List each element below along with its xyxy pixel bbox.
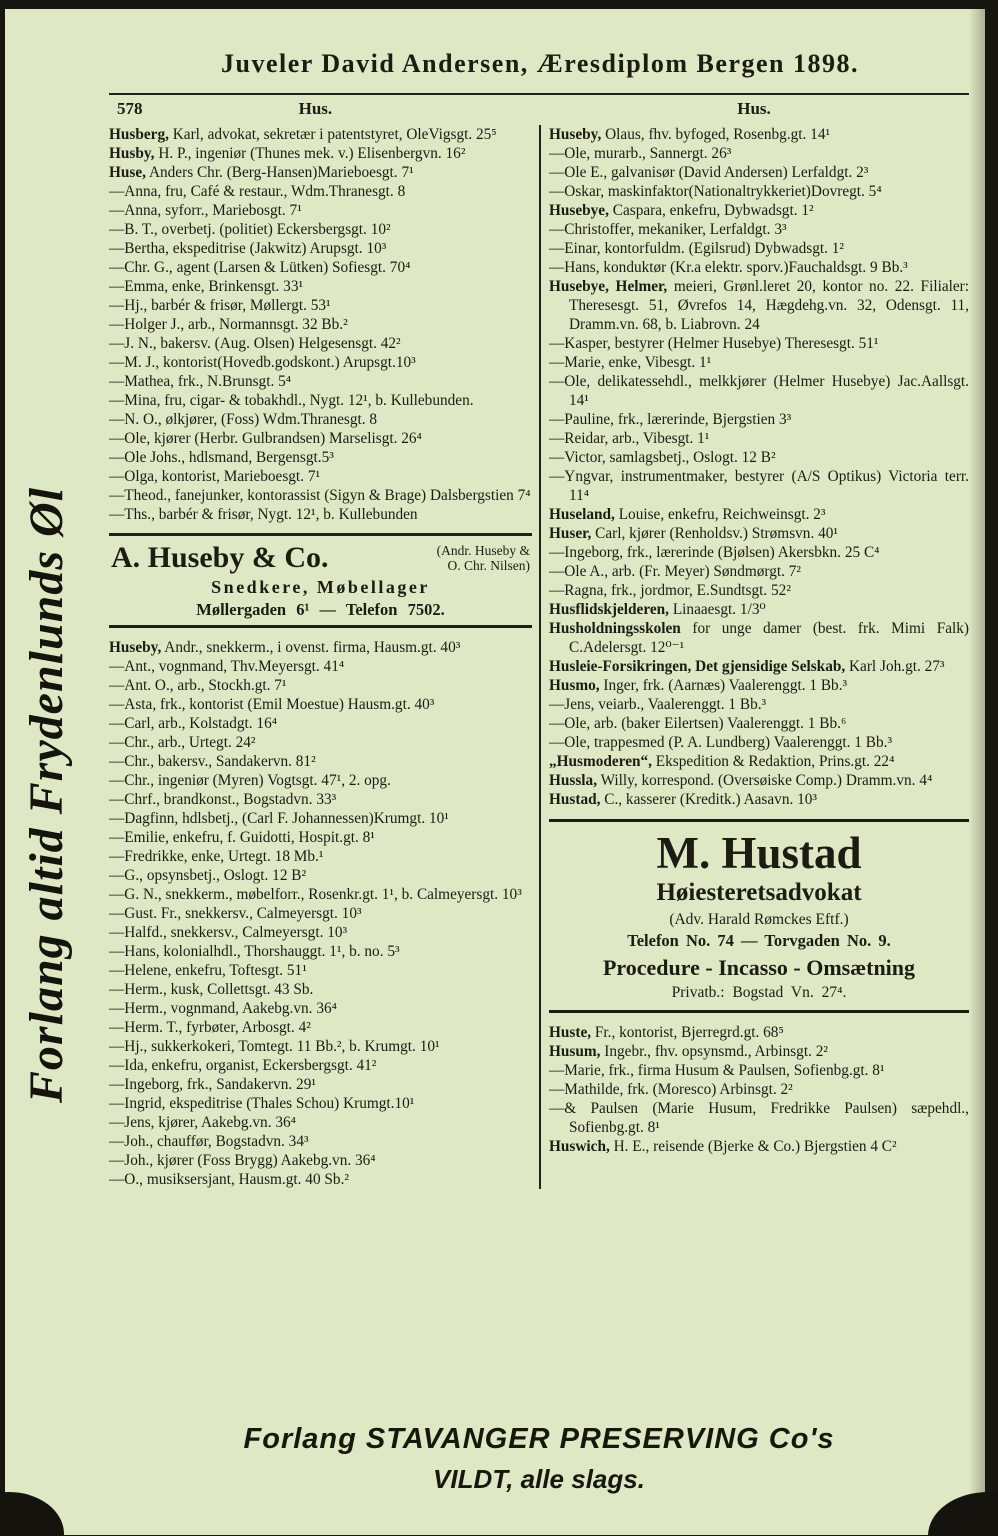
hustad-ad-private-address: Privatb.: Bogstad Vn. 27⁴. [671,984,847,1002]
directory-entry: Husmo, Inger, frk. (Aarnæs) Vaalerenggt. 1 Bb.³ [549,677,848,694]
footer-advert-line1: Forlang STAVANGER PRESERVING Co's [243,1423,835,1455]
hustad-ad-name: M. Hustad [656,828,862,878]
right-column [539,125,969,1189]
directory-entry: —Chr., arb., Urtegt. 24² [109,734,256,751]
directory-entry: —Halfd., snekkersv., Calmeyersgt. 10³ [109,924,348,941]
directory-entry: —Joh., kjører (Foss Brygg) Aakebg.vn. 36⁴ [109,1152,376,1169]
right-entries-bottom [549,1023,969,1156]
directory-entry: Huswich, H. E., reisende (Bjerke & Co.) Bjergstien 4 C² [549,1138,897,1156]
hustad-ad-telephone: Telefon No. 74 — Torvgaden No. 9. [627,931,891,951]
directory-entry: —Olga, kontorist, Marieboesgt. 7¹ [109,468,321,485]
directory-entry: —Ole E., galvanisør (David Andersen) Lerfaldgt. 2³ [549,164,869,181]
directory-entry: —Joh., chauffør, Bogstadvn. 34³ [109,1133,309,1150]
directory-entry: —Kasper, bestyrer (Helmer Husebye) Theresesgt. 51¹ [549,335,879,352]
directory-entry: —Ingeborg, frk., Sandakervn. 29¹ [109,1076,316,1093]
directory-entry: —Asta, frk., kontorist (Emil Moestue) Hausm.gt. 40³ [109,696,435,713]
hustad-ad-services: Procedure - Incasso - Omsætning [602,955,916,981]
directory-entry: —Herm., kusk, Collettsgt. 43 Sb. [109,981,314,998]
left-entries-top [109,125,532,524]
column-header-right: Hus. [737,99,771,118]
directory-entry: Husby, H. P., ingeniør (Thunes mek. v.) Elisenbergvn. 16² [109,145,466,162]
footer-advert [109,1423,969,1495]
huseby-ad-partners-line1: (Andr. Huseby & [436,543,530,558]
directory-entry: Hussla, Willy, korrespond. (Oversøiske Comp.) Dramm.vn. 4⁴ [549,772,933,789]
margin-advert-vertical-text: Forlang altid Frydenlunds Øl [20,486,73,1104]
directory-entry: —Ingrid, ekspeditrise (Thales Schou) Krumgt.10¹ [109,1095,415,1112]
directory-entry: —Hj., barbér & frisør, Møllergt. 53¹ [109,297,331,314]
directory-entry: —Holger J., arb., Normannsgt. 32 Bb.² [109,316,348,333]
huseby-ad-trade: Snedkere, Møbellager [211,577,430,597]
directory-entry: „Husmoderen“, Ekspedition & Redaktion, Prins.gt. 22⁴ [549,753,895,770]
right-entries-top [549,125,969,809]
directory-entry: —Theod., fanejunker, kontorassist (Sigyn & Brage) Dalsbergstien 7⁴ [109,487,531,504]
huseby-ad-partners-line2: O. Chr. Nilsen) [447,558,530,573]
page-number: 578 [117,99,143,118]
directory-entry: —Ant., vognmand, Thv.Meyersgt. 41⁴ [109,658,345,675]
directory-entry: —N. O., ølkjører, (Foss) Wdm.Thranesgt. 8 [109,411,378,428]
directory-entry: —Einar, kontorfuldm. (Egilsrud) Dybwadsgt. 1² [549,240,844,257]
directory-entry: —B. T., overbetj. (politiet) Eckersbergsgt. 10² [109,221,391,238]
directory-entry: —Marie, enke, Vibesgt. 1¹ [549,354,712,371]
directory-entry: —Ant. O., arb., Stockh.gt. 7¹ [109,677,287,694]
directory-entry: —Victor, samlagsbetj., Oslogt. 12 B² [549,449,776,466]
directory-entry: —M. J., kontorist(Hovedb.godskont.) Arupsgt.10³ [109,354,416,371]
directory-entry: —Ingeborg, frk., lærerinde (Bjølsen) Akersbkn. 25 C⁴ [549,544,880,561]
directory-entry: —Mathea, frk., N.Brunsgt. 5⁴ [109,373,292,390]
directory-entry: —Ole, arb. (baker Eilertsen) Vaalerenggt. 1 Bb.⁶ [549,715,847,732]
directory-entry: Huseby, Andr., snekkerm., i ovenst. firma, Hausm.gt. 40³ [109,639,461,656]
meta-row [109,99,969,121]
directory-entry: Husflidskjelderen, Linaaesgt. 1/3⁰ [549,601,766,618]
directory-entry: —Herm. T., fyrbøter, Arbosgt. 4² [109,1019,311,1036]
directory-entry: —& Paulsen (Marie Husum, Fredrikke Paulsen) sæpehdl., Sofienbg.gt. 8¹ [549,1100,969,1137]
directory-entry: —Bertha, ekspeditrise (Jakwitz) Arupsgt. 10³ [109,240,387,257]
directory-entry: —Emma, enke, Brinkensgt. 33¹ [109,278,304,295]
directory-entry: —O., musiksersjant, Hausm.gt. 40 Sb.² [109,1171,349,1188]
directory-entry: Huseland, Louise, enkefru, Reichweinsgt. 2³ [549,506,826,523]
column-header-left: Hus. [298,99,333,118]
directory-entry: —Ole, delikatessehdl., melkkjører (Helmer Husebye) Jac.Aallsgt. 14¹ [549,373,969,409]
directory-entry: Husum, Ingebr., fhv. opsynsmd., Arbinsgt. 2² [549,1043,828,1061]
huseby-ad-address: Møllergaden 6¹ — Telefon 7502. [196,600,445,619]
directory-entry: —Mina, fru, cigar- & tobakhdl., Nygt. 12¹, b. Kullebunden. [109,392,474,409]
directory-entry: —J. N., bakersv. (Aug. Olsen) Helgesensgt. 42² [109,335,401,352]
hustad-ad-subtitle: (Adv. Harald Rømckes Eftf.) [669,911,849,929]
directory-entry: —Ole, murarb., Sannergt. 26³ [549,145,732,162]
directory-entry: —Hans, konduktør (Kr.a elektr. sporv.)Fauchaldsgt. 9 Bb.³ [549,259,908,276]
directory-entry: —Chrf., brandkonst., Bogstadvn. 33³ [109,791,337,808]
directory-entry: —Ole, trappesmed (P. A. Lundberg) Vaalerenggt. 1 Bb.³ [549,734,893,751]
directory-entry: Huseby, Olaus, fhv. byfoged, Rosenbg.gt. 14¹ [549,126,831,143]
directory-entry: Hustad, C., kasserer (Kreditk.) Aasavn. 10³ [549,791,817,808]
running-head-advert: Juveler David Andersen, Æresdiplom Bergen 1898. [221,49,859,78]
directory-entry: —Chr., ingeniør (Myren) Vogtsgt. 47¹, 2. opg. [109,772,391,789]
directory-entry: —Herm., vognmand, Aakebg.vn. 36⁴ [109,1000,337,1017]
footer-advert-line2: VILDT, alle slags. [433,1464,645,1494]
huseby-ad-name: A. Huseby & Co. [111,541,329,574]
directory-entry: —Jens, kjører, Aakebg.vn. 36⁴ [109,1114,296,1131]
directory-entry: —Mathilde, frk. (Moresco) Arbinsgt. 2² [549,1081,793,1099]
directory-entry: Husleie-Forsikringen, Det gjensidige Selskab, Karl Joh.gt. 27³ [549,658,945,675]
directory-entry: —Hans, kolonialhdl., Thorshauggt. 1¹, b. no. 5³ [109,943,400,960]
directory-entry: —Hj., sukkerkokeri, Tomtegt. 11 Bb.², b. Krumgt. 10¹ [109,1038,440,1055]
directory-entry: —G., opsynsbetj., Oslogt. 12 B² [109,867,307,884]
directory-entry: —Gust. Fr., snekkersv., Calmeyersgt. 10³ [109,905,362,922]
directory-entry: —Ole A., arb. (Fr. Meyer) Søndmørgt. 7² [549,563,802,580]
directory-entry: —Oskar, maskinfaktor(Nationaltrykkeriet)Dovregt. 5⁴ [549,183,882,200]
left-entries-bottom [109,638,532,1189]
directory-entry: Husebye, Caspara, enkefru, Dybwadsgt. 1² [549,202,814,219]
directory-entry: Husebye, Helmer, meieri, Grønl.leret 20, kontor no. 22. Filialer: Theresesgt. 51, Øvrefos 14, Hægdehg.vn. 32, Odensgt. 11, Dramm.vn. 68, b. Liabrovn. 24 [549,278,969,333]
directory-columns [109,125,969,1189]
directory-entry: —Pauline, frk., lærerinde, Bjergstien 3³ [549,411,792,428]
directory-entry: —Anna, syforr., Mariebosgt. 7¹ [109,202,302,219]
directory-entry: —Ole Johs., hdlsmand, Bergensgt.5³ [109,449,334,466]
huseby-advertisement [109,533,532,628]
hustad-advertisement [549,819,969,1013]
huseby-ad-partners [437,543,530,573]
directory-entry: Huse, Anders Chr. (Berg-Hansen)Marieboesgt. 7¹ [109,164,414,181]
directory-entry: —Jens, veiarb., Vaalerenggt. 1 Bb.³ [549,696,767,713]
directory-entry: —Anna, fru, Café & restaur., Wdm.Thranesgt. 8 [109,183,406,200]
directory-entry: Huser, Carl, kjører (Renholdsv.) Strømsvn. 40¹ [549,525,838,542]
header-rule [109,93,969,95]
directory-entry: Huste, Fr., kontorist, Bjerregrd.gt. 68⁵ [549,1024,784,1042]
directory-entry: —Ole, kjører (Herbr. Gulbrandsen) Marselisgt. 26⁴ [109,430,422,447]
directory-entry: —Ida, enkefru, organist, Eckersbergsgt. 41² [109,1057,377,1074]
left-column [109,125,539,1189]
directory-entry: —Reidar, arb., Vibesgt. 1¹ [549,430,710,447]
directory-entry: —Fredrikke, enke, Urtegt. 18 Mb.¹ [109,848,324,865]
directory-entry: Husberg, Karl, advokat, sekretær i patentstyret, OleVigsgt. 25⁵ [109,126,497,143]
directory-entry: —Emilie, enkefru, f. Guidotti, Hospit.gt. 8¹ [109,829,375,846]
huseby-ad-header [111,541,530,575]
directory-entry: —Chr. G., agent (Larsen & Lütken) Sofiesgt. 70⁴ [109,259,411,276]
directory-entry: —Ths., barbér & frisør, Nygt. 12¹, b. Kullebunden [109,506,418,523]
directory-entry: —Christoffer, mekaniker, Lerfaldgt. 3³ [549,221,787,238]
directory-entry: Husholdningsskolen for unge damer (best. frk. Mimi Falk) C.Adelersgt. 12⁰⁻¹ [549,620,969,656]
directory-entry: —Helene, enkefru, Toftesgt. 51¹ [109,962,307,979]
directory-entry: —Chr., bakersv., Sandakervn. 81² [109,753,316,770]
directory-entry: —Dagfinn, hdlsbetj., (Carl F. Johannessen)Krumgt. 10¹ [109,810,449,827]
paper [5,9,985,1535]
directory-entry: —Marie, frk., firma Husum & Paulsen, Sofienbg.gt. 8¹ [549,1062,885,1080]
directory-entry: —Yngvar, instrumentmaker, bestyrer (A/S Optikus) Victoria terr. 11⁴ [549,468,969,504]
directory-entry: —G. N., snekkerm., møbelforr., Rosenkr.gt. 1¹, b. Calmeyersgt. 10³ [109,886,522,903]
hustad-ad-title: Høiesteretsadvokat [656,879,862,907]
directory-entry: —Carl, arb., Kolstadgt. 16⁴ [109,715,278,732]
directory-entry: —Ragna, frk., jordmor, E.Sundtsgt. 52² [549,582,791,599]
